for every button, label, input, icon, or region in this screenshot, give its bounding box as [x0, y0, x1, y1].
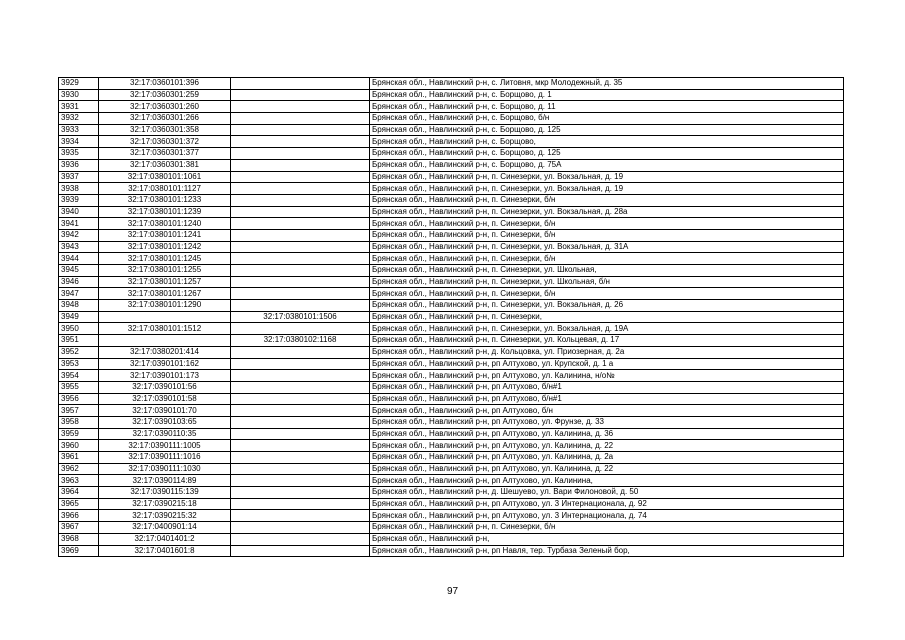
table-row: [59, 510, 844, 522]
cadastral-number-cell: 32:17:0380101:1241: [99, 229, 231, 241]
table-row: [59, 335, 844, 347]
address-cell: Брянская обл., Навлинский р-н, п. Синезерки, ул. Вокзальная, д. 26: [370, 300, 844, 312]
cadastral-number-cell: 32:17:0401601:8: [99, 545, 231, 557]
row-number-cell: 3953: [59, 358, 99, 370]
row-number-cell: 3957: [59, 405, 99, 417]
address-cell: Брянская обл., Навлинский р-н, с. Борщово, д. 75А: [370, 159, 844, 171]
cadastral-number-cell: 32:17:0360301:259: [99, 89, 231, 101]
cadastral-number-cell: 32:17:0390114:89: [99, 475, 231, 487]
cadastral-number-alt-cell: [231, 276, 370, 288]
address-cell: Брянская обл., Навлинский р-н, рп Алтухово, ул. 3 Интернационала, д. 74: [370, 510, 844, 522]
cadastral-number-alt-cell: [231, 229, 370, 241]
table-row: [59, 124, 844, 136]
cadastral-number-alt-cell: [231, 498, 370, 510]
row-number-cell: 3963: [59, 475, 99, 487]
row-number-cell: 3950: [59, 323, 99, 335]
address-cell: Брянская обл., Навлинский р-н, п. Синезерки, ул. Вокзальная, д. 28а: [370, 206, 844, 218]
cadastral-number-cell: 32:17:0380101:1127: [99, 183, 231, 195]
table-row: [59, 498, 844, 510]
cadastral-number-cell: 32:17:0380101:1242: [99, 241, 231, 253]
cadastral-number-cell: 32:17:0401401:2: [99, 533, 231, 545]
row-number-cell: 3934: [59, 136, 99, 148]
address-cell: Брянская обл., Навлинский р-н, с. Борщово,: [370, 136, 844, 148]
cadastral-number-cell: 32:17:0380201:414: [99, 346, 231, 358]
row-number-cell: 3930: [59, 89, 99, 101]
table-row: [59, 183, 844, 195]
address-cell: Брянская обл., Навлинский р-н, рп Алтухово, ул. Калинина, д. 22: [370, 463, 844, 475]
table-row: [59, 452, 844, 464]
table-row: [59, 171, 844, 183]
table-row: [59, 416, 844, 428]
cadastral-number-alt-cell: [231, 148, 370, 160]
cadastral-number-cell: 32:17:0380101:1239: [99, 206, 231, 218]
address-cell: Брянская обл., Навлинский р-н, с. Борщово, б/н: [370, 113, 844, 125]
address-cell: Брянская обл., Навлинский р-н, п. Синезерки, б/н: [370, 288, 844, 300]
address-cell: Брянская обл., Навлинский р-н, п. Синезерки, б/н: [370, 218, 844, 230]
address-cell: Брянская обл., Навлинский р-н, рп Алтухово, ул. Крупской, д. 1 а: [370, 358, 844, 370]
row-number-cell: 3942: [59, 229, 99, 241]
cadastral-number-alt-cell: [231, 206, 370, 218]
table-row: [59, 241, 844, 253]
cadastral-number-cell: 32:17:0380101:1255: [99, 265, 231, 277]
registry-table: [58, 77, 844, 557]
cadastral-number-cell: 32:17:0360301:260: [99, 101, 231, 113]
row-number-cell: 3968: [59, 533, 99, 545]
cadastral-number-alt-cell: [231, 136, 370, 148]
table-row: [59, 311, 844, 323]
address-cell: Брянская обл., Навлинский р-н, п. Синезерки, б/н: [370, 522, 844, 534]
row-number-cell: 3966: [59, 510, 99, 522]
cadastral-number-alt-cell: [231, 487, 370, 499]
table-row: [59, 136, 844, 148]
row-number-cell: 3933: [59, 124, 99, 136]
cadastral-number-cell: 32:17:0390215:32: [99, 510, 231, 522]
table-row: [59, 393, 844, 405]
row-number-cell: 3952: [59, 346, 99, 358]
cadastral-number-alt-cell: [231, 428, 370, 440]
cadastral-number-cell: 32:17:0390101:56: [99, 381, 231, 393]
registry-table-body: [59, 78, 844, 557]
table-row: [59, 370, 844, 382]
row-number-cell: 3940: [59, 206, 99, 218]
table-row: [59, 323, 844, 335]
cadastral-number-cell: 32:17:0380101:1245: [99, 253, 231, 265]
cadastral-number-alt-cell: [231, 300, 370, 312]
address-cell: Брянская обл., Навлинский р-н, д. Шешуево, ул. Вари Филоновой, д. 50: [370, 487, 844, 499]
address-cell: Брянская обл., Навлинский р-н, рп Алтухово, б/н#1: [370, 393, 844, 405]
row-number-cell: 3938: [59, 183, 99, 195]
row-number-cell: 3954: [59, 370, 99, 382]
address-cell: Брянская обл., Навлинский р-н, п. Синезерки, ул. Вокзальная, д. 19А: [370, 323, 844, 335]
table-row: [59, 101, 844, 113]
row-number-cell: 3958: [59, 416, 99, 428]
page-number: 97: [446, 586, 459, 597]
cadastral-number-cell: 32:17:0390110:35: [99, 428, 231, 440]
table-row: [59, 206, 844, 218]
address-cell: Брянская обл., Навлинский р-н, п. Синезерки,: [370, 311, 844, 323]
row-number-cell: 3960: [59, 440, 99, 452]
row-number-cell: 3964: [59, 487, 99, 499]
address-cell: Брянская обл., Навлинский р-н, рп Алтухово, ул. Калинина, д. 2а: [370, 452, 844, 464]
row-number-cell: 3959: [59, 428, 99, 440]
address-cell: Брянская обл., Навлинский р-н, д. Кольцовка, ул. Приозерная, д. 2а: [370, 346, 844, 358]
table-row: [59, 159, 844, 171]
row-number-cell: 3969: [59, 545, 99, 557]
table-row: [59, 358, 844, 370]
cadastral-number-cell: 32:17:0390111:1030: [99, 463, 231, 475]
address-cell: Брянская обл., Навлинский р-н, с. Борщово, д. 11: [370, 101, 844, 113]
table-row: [59, 475, 844, 487]
row-number-cell: 3939: [59, 194, 99, 206]
address-cell: Брянская обл., Навлинский р-н, п. Синезерки, б/н: [370, 194, 844, 206]
address-cell: Брянская обл., Навлинский р-н, п. Синезерки, ул. Вокзальная, д. 19: [370, 171, 844, 183]
address-cell: Брянская обл., Навлинский р-н,: [370, 533, 844, 545]
table-row: [59, 113, 844, 125]
cadastral-number-cell: 32:17:0380101:1267: [99, 288, 231, 300]
cadastral-number-alt-cell: [231, 171, 370, 183]
row-number-cell: 3937: [59, 171, 99, 183]
cadastral-number-cell: 32:17:0390101:162: [99, 358, 231, 370]
cadastral-number-cell: 32:17:0360301:381: [99, 159, 231, 171]
cadastral-number-alt-cell: [231, 393, 370, 405]
table-row: [59, 463, 844, 475]
table-row: [59, 253, 844, 265]
cadastral-number-cell: 32:17:0390111:1016: [99, 452, 231, 464]
cadastral-number-cell: 32:17:0380101:1257: [99, 276, 231, 288]
table-row: [59, 78, 844, 90]
cadastral-number-cell: 32:17:0400901:14: [99, 522, 231, 534]
address-cell: Брянская обл., Навлинский р-н, рп Алтухово, б/н#1: [370, 381, 844, 393]
address-cell: Брянская обл., Навлинский р-н, п. Синезерки, ул. Вокзальная, д. 19: [370, 183, 844, 195]
table-row: [59, 300, 844, 312]
cadastral-number-alt-cell: [231, 241, 370, 253]
table-row: [59, 405, 844, 417]
cadastral-number-alt-cell: 32:17:0380101:1506: [231, 311, 370, 323]
cadastral-number-cell: 32:17:0360101:396: [99, 78, 231, 90]
cadastral-number-cell: 32:17:0390115:139: [99, 487, 231, 499]
table-row: [59, 194, 844, 206]
table-row: [59, 545, 844, 557]
cadastral-number-cell: 32:17:0390101:58: [99, 393, 231, 405]
cadastral-number-alt-cell: [231, 510, 370, 522]
table-row: [59, 522, 844, 534]
row-number-cell: 3941: [59, 218, 99, 230]
cadastral-number-alt-cell: [231, 545, 370, 557]
address-cell: Брянская обл., Навлинский р-н, п. Синезерки, ул. Кольцевая, д. 17: [370, 335, 844, 347]
cadastral-number-cell: [99, 311, 231, 323]
cadastral-number-alt-cell: [231, 288, 370, 300]
address-cell: Брянская обл., Навлинский р-н, п. Синезерки, б/н: [370, 229, 844, 241]
cadastral-number-alt-cell: [231, 124, 370, 136]
table-row: [59, 276, 844, 288]
table-row: [59, 428, 844, 440]
row-number-cell: 3931: [59, 101, 99, 113]
cadastral-number-cell: 32:17:0390111:1005: [99, 440, 231, 452]
address-cell: Брянская обл., Навлинский р-н, рп Навля, тер. Турбаза Зеленый бор,: [370, 545, 844, 557]
table-row: [59, 218, 844, 230]
cadastral-number-alt-cell: [231, 183, 370, 195]
address-cell: Брянская обл., Навлинский р-н, рп Алтухово, ул. Калинина, д. 22: [370, 440, 844, 452]
row-number-cell: 3944: [59, 253, 99, 265]
cadastral-number-alt-cell: [231, 253, 370, 265]
address-cell: Брянская обл., Навлинский р-н, п. Синезерки, ул. Школьная,: [370, 265, 844, 277]
cadastral-number-cell: 32:17:0360301:372: [99, 136, 231, 148]
cadastral-number-alt-cell: [231, 440, 370, 452]
row-number-cell: 3947: [59, 288, 99, 300]
cadastral-number-alt-cell: [231, 475, 370, 487]
row-number-cell: 3948: [59, 300, 99, 312]
cadastral-number-alt-cell: [231, 78, 370, 90]
table-row: [59, 346, 844, 358]
row-number-cell: 3949: [59, 311, 99, 323]
cadastral-number-alt-cell: [231, 101, 370, 113]
table-row: [59, 148, 844, 160]
cadastral-number-alt-cell: [231, 405, 370, 417]
table-row: [59, 487, 844, 499]
cadastral-number-alt-cell: [231, 89, 370, 101]
address-cell: Брянская обл., Навлинский р-н, рп Алтухово, б/н: [370, 405, 844, 417]
address-cell: Брянская обл., Навлинский р-н, с. Борщово, д. 1: [370, 89, 844, 101]
row-number-cell: 3965: [59, 498, 99, 510]
cadastral-number-alt-cell: [231, 358, 370, 370]
cadastral-number-alt-cell: 32:17:0380102:1168: [231, 335, 370, 347]
table-row: [59, 288, 844, 300]
address-cell: Брянская обл., Навлинский р-н, рп Алтухово, ул. Калинина, д. 36: [370, 428, 844, 440]
cadastral-number-alt-cell: [231, 218, 370, 230]
address-cell: Брянская обл., Навлинский р-н, п. Синезерки, ул. Школьная, б/н: [370, 276, 844, 288]
address-cell: Брянская обл., Навлинский р-н, с. Борщово, д. 125: [370, 148, 844, 160]
address-cell: Брянская обл., Навлинский р-н, п. Синезерки, ул. Вокзальная, д. 31А: [370, 241, 844, 253]
cadastral-number-cell: 32:17:0360301:377: [99, 148, 231, 160]
cadastral-number-alt-cell: [231, 381, 370, 393]
cadastral-number-alt-cell: [231, 522, 370, 534]
cadastral-number-cell: 32:17:0380101:1061: [99, 171, 231, 183]
cadastral-number-alt-cell: [231, 370, 370, 382]
table-row: [59, 229, 844, 241]
table-row: [59, 265, 844, 277]
cadastral-number-cell: 32:17:0380101:1290: [99, 300, 231, 312]
address-cell: Брянская обл., Навлинский р-н, с. Борщово, д. 125: [370, 124, 844, 136]
cadastral-number-cell: [99, 335, 231, 347]
cadastral-number-cell: 32:17:0360301:266: [99, 113, 231, 125]
cadastral-number-alt-cell: [231, 416, 370, 428]
cadastral-number-alt-cell: [231, 452, 370, 464]
cadastral-number-alt-cell: [231, 265, 370, 277]
cadastral-number-cell: 32:17:0390215:18: [99, 498, 231, 510]
cadastral-number-alt-cell: [231, 194, 370, 206]
row-number-cell: 3943: [59, 241, 99, 253]
address-cell: Брянская обл., Навлинский р-н, рп Алтухово, ул. Калинина, н/о№: [370, 370, 844, 382]
row-number-cell: 3932: [59, 113, 99, 125]
cadastral-number-cell: 32:17:0380101:1512: [99, 323, 231, 335]
row-number-cell: 3929: [59, 78, 99, 90]
row-number-cell: 3955: [59, 381, 99, 393]
cadastral-number-cell: 32:17:0380101:1233: [99, 194, 231, 206]
row-number-cell: 3962: [59, 463, 99, 475]
row-number-cell: 3967: [59, 522, 99, 534]
row-number-cell: 3936: [59, 159, 99, 171]
address-cell: Брянская обл., Навлинский р-н, рп Алтухово, ул. Фрунзе, д. 33: [370, 416, 844, 428]
cadastral-number-alt-cell: [231, 113, 370, 125]
row-number-cell: 3956: [59, 393, 99, 405]
cadastral-number-cell: 32:17:0390101:173: [99, 370, 231, 382]
address-cell: Брянская обл., Навлинский р-н, п. Синезерки, б/н: [370, 253, 844, 265]
cadastral-number-alt-cell: [231, 323, 370, 335]
table-row: [59, 89, 844, 101]
table-row: [59, 533, 844, 545]
cadastral-number-cell: 32:17:0380101:1240: [99, 218, 231, 230]
row-number-cell: 3951: [59, 335, 99, 347]
address-cell: Брянская обл., Навлинский р-н, рп Алтухово, ул. 3 Интернационала, д. 92: [370, 498, 844, 510]
cadastral-number-alt-cell: [231, 463, 370, 475]
row-number-cell: 3961: [59, 452, 99, 464]
row-number-cell: 3945: [59, 265, 99, 277]
cadastral-number-cell: 32:17:0390101:70: [99, 405, 231, 417]
cadastral-number-alt-cell: [231, 346, 370, 358]
address-cell: Брянская обл., Навлинский р-н, рп Алтухово, ул. Калинина,: [370, 475, 844, 487]
cadastral-number-cell: 32:17:0360301:358: [99, 124, 231, 136]
cadastral-number-alt-cell: [231, 533, 370, 545]
cadastral-number-cell: 32:17:0390103:65: [99, 416, 231, 428]
row-number-cell: 3946: [59, 276, 99, 288]
table-row: [59, 440, 844, 452]
address-cell: Брянская обл., Навлинский р-н, с. Литовня, мкр Молодежный, д. 35: [370, 78, 844, 90]
row-number-cell: 3935: [59, 148, 99, 160]
table-row: [59, 381, 844, 393]
cadastral-number-alt-cell: [231, 159, 370, 171]
